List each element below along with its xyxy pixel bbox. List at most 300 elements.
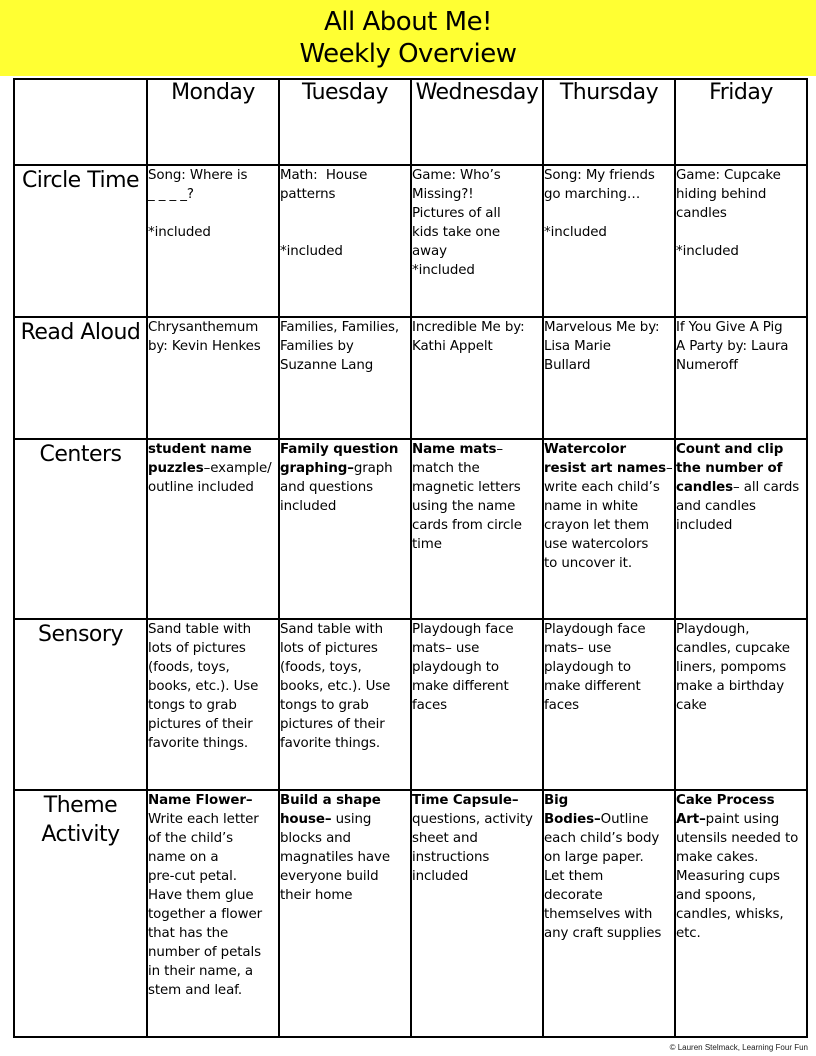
cell-text: themselves with [544,907,653,922]
activity-cell [411,317,543,439]
cell-line [676,696,806,715]
cell-line [544,905,674,924]
blank-line [280,204,410,223]
cell-text: tongs to grab [148,698,237,713]
cell-text: number of petals [148,945,261,960]
cell-text: favorite things. [148,736,249,751]
activity-cell [147,439,279,619]
cell-line [148,459,278,478]
row-label [14,790,147,1037]
activity-cell [411,439,543,619]
table-row [14,439,807,619]
weekly-plan-table [13,78,808,1038]
cell-text: make cakes. [676,850,759,865]
cell-line [148,867,278,886]
cell-line [412,242,542,261]
cell-line [280,337,410,356]
cell-line [148,440,278,459]
title-banner [0,0,816,76]
cell-line [676,620,806,639]
cell-text: Playdough, [676,622,750,637]
activity-cell [147,790,279,1037]
cell-text: everyone build [280,869,379,884]
cell-text: cards from circle [412,518,522,533]
cell-line [544,497,674,516]
cell-text: patterns [280,187,336,202]
cell-line [280,440,410,459]
cell-text: instructions [412,850,490,865]
cell-text: Playdough face [412,622,514,637]
cell-line [280,459,410,478]
cell-line [280,696,410,715]
cell-text: Marvelous Me by: [544,320,660,335]
cell-line [412,696,542,715]
cell-line [412,516,542,535]
cell-text: Let them [544,869,604,884]
cell-line [544,223,674,242]
bold-activity-title: Art– [676,812,706,827]
cell-line [412,166,542,185]
cell-line [280,620,410,639]
cell-text: mats– use [544,641,612,656]
cell-text: If You Give A Pig [676,320,783,335]
cell-text: graph [353,461,393,476]
cell-text: to uncover it. [544,556,632,571]
cell-text: included [280,499,337,514]
cell-text: Families, Families, [280,320,400,335]
cell-text: pictures of their [148,717,253,732]
cell-line [544,318,674,337]
day-header-tuesday: Tuesday [279,79,411,165]
cell-line [148,924,278,943]
cell-text: and spoons, [676,888,756,903]
cell-line [148,715,278,734]
cell-line [148,620,278,639]
cell-text: books, etc.). Use [280,679,391,694]
activity-cell [675,439,807,619]
cell-line [544,185,674,204]
cell-line [676,440,806,459]
cell-line [148,223,278,242]
cell-line [412,829,542,848]
cell-text: crayon let them [544,518,649,533]
bold-activity-title: house– [280,812,332,827]
cell-text: candles [676,206,727,221]
cell-line [676,867,806,886]
cell-text: make a birthday [676,679,785,694]
cell-text: Sand table with [148,622,252,637]
cell-line [280,318,410,337]
cell-text: of the child’s [148,831,234,846]
cell-line [544,516,674,535]
cell-text: etc. [676,926,701,941]
cell-line [280,658,410,677]
bold-activity-title: student name [148,442,252,457]
cell-text: use watercolors [544,537,649,552]
corner-cell [14,79,147,165]
cell-line [676,166,806,185]
cell-text: – [665,461,673,476]
cell-line [544,620,674,639]
cell-text: Game: Who’s [412,168,501,183]
cell-line [280,677,410,696]
cell-text: Numeroff [676,358,738,373]
cell-line [544,791,674,810]
cell-line [544,867,674,886]
cell-line [544,459,674,478]
cell-line [544,440,674,459]
cell-line [544,829,674,848]
cell-text: Bullard [544,358,591,373]
cell-text: Game: Cupcake [676,168,781,183]
cell-text: any craft supplies [544,926,662,941]
cell-text: and questions [280,480,373,495]
cell-line [148,905,278,924]
activity-cell [543,317,675,439]
cell-line [676,905,806,924]
activity-cell [411,790,543,1037]
cell-text: that has the [148,926,229,941]
cell-text: their home [280,888,353,903]
header-row [14,79,807,165]
cell-text: cake [676,698,707,713]
row-label [14,619,147,790]
cell-text: decorate [544,888,603,903]
cell-line [280,356,410,375]
day-header-wednesday: Wednesday [411,79,543,165]
cell-text: write each child’s [544,480,660,495]
cell-text: *included [676,244,739,259]
activity-cell [543,165,675,317]
cell-line [148,677,278,696]
cell-text: Playdough face [544,622,646,637]
cell-text: playdough to [412,660,500,675]
bold-activity-title: Name mats [412,442,497,457]
activity-cell [411,619,543,790]
cell-line [544,554,674,573]
cell-line [148,886,278,905]
cell-line [148,943,278,962]
title-line-1: All About Me! [324,7,492,37]
cell-text: Chrysanthemum [148,320,259,335]
cell-line [148,185,278,204]
bold-activity-title: the number of [676,461,783,476]
cell-line [676,242,806,261]
cell-line [412,867,542,886]
cell-text: *included [544,225,607,240]
cell-text: outline included [148,480,254,495]
cell-line [148,829,278,848]
cell-text: Missing?! [412,187,474,202]
cell-line [412,478,542,497]
activity-cell [543,439,675,619]
row-label-text: Centers [39,442,122,467]
cell-text: name in white [544,499,639,514]
cell-text: Song: Where is [148,168,248,183]
cell-line [412,337,542,356]
cell-text: *included [412,263,475,278]
cell-line [676,810,806,829]
cell-line [544,535,674,554]
bold-activity-title: Count and clip [676,442,784,457]
activity-cell [279,619,411,790]
cell-text: Have them glue [148,888,254,903]
cell-line [412,620,542,639]
cell-text: Kathi Appelt [412,339,493,354]
row-label-text: Theme [43,793,118,818]
bold-activity-title: Watercolor [544,442,626,457]
cell-line [676,886,806,905]
bold-activity-title: Big [544,793,569,808]
copyright-footer: © Lauren Stelmack, Learning Four Fun [669,1043,808,1052]
cell-text: hiding behind [676,187,767,202]
cell-text: – [496,442,504,457]
cell-text: make different [412,679,509,694]
cell-line [412,848,542,867]
cell-text: together a flower [148,907,263,922]
cell-text: faces [544,698,579,713]
cell-line [412,497,542,516]
row-label [14,317,147,439]
cell-line [412,318,542,337]
cell-text: time [412,537,442,552]
activity-cell [543,790,675,1037]
cell-line [544,639,674,658]
cell-line [280,829,410,848]
cell-line [676,639,806,658]
cell-text: utensils needed to [676,831,799,846]
cell-line [280,639,410,658]
cell-line [544,924,674,943]
cell-text: Lisa Marie [544,339,611,354]
bold-activity-title: Cake Process [676,793,775,808]
activity-cell [675,165,807,317]
cell-text: kids take one [412,225,501,240]
cell-line [676,318,806,337]
cell-line [148,791,278,810]
cell-line [676,516,806,535]
cell-text: Sand table with [280,622,384,637]
bold-activity-title: graphing– [280,461,354,476]
cell-text: Suzanne Lang [280,358,374,373]
bold-activity-title: Time Capsule– [412,793,519,808]
cell-text: mats– use [412,641,480,656]
cell-line [280,791,410,810]
cell-text: sheet and [412,831,478,846]
cell-text: magnatiles have [280,850,390,865]
cell-text: magnetic letters [412,480,521,495]
cell-text: lots of pictures [148,641,246,656]
cell-line [280,867,410,886]
cell-text: A Party by: Laura [676,339,789,354]
cell-line [148,318,278,337]
cell-line [148,734,278,753]
cell-text: candles, cupcake [676,641,790,656]
cell-line [412,261,542,280]
bold-activity-title: Bodies– [544,812,601,827]
cell-text: (foods, toys, [148,660,230,675]
cell-line [148,981,278,1000]
cell-line [676,459,806,478]
row-label [14,165,147,317]
cell-text: – all cards [733,480,800,495]
bold-activity-title: Name Flower– [148,793,253,808]
activity-cell [279,790,411,1037]
cell-line [412,440,542,459]
cell-line [544,810,674,829]
activity-cell [543,619,675,790]
cell-line [676,791,806,810]
cell-text: away [412,244,447,259]
blank-line [280,223,410,242]
cell-text: (foods, toys, [280,660,362,675]
cell-line [280,185,410,204]
cell-text: by: Kevin Henkes [148,339,261,354]
cell-line [280,810,410,829]
cell-text: in their name, a [148,964,254,979]
bold-activity-title: candles [676,480,734,495]
cell-text: using the name [412,499,516,514]
cell-line [280,478,410,497]
activity-cell [279,317,411,439]
cell-line [544,886,674,905]
cell-line [676,658,806,677]
cell-text: stem and leaf. [148,983,242,998]
cell-line [280,497,410,516]
cell-line [412,658,542,677]
cell-line [280,715,410,734]
activity-cell [279,165,411,317]
cell-line [544,337,674,356]
cell-text: Families by [280,339,354,354]
cell-line [148,337,278,356]
cell-line [148,166,278,185]
cell-text: questions, activity [412,812,533,827]
cell-text: Write each letter [148,812,259,827]
cell-text: lots of pictures [280,641,378,656]
activity-cell [279,439,411,619]
cell-line [148,478,278,497]
cell-text: make different [544,679,641,694]
cell-text: blocks and [280,831,351,846]
cell-text: go marching… [544,187,641,202]
cell-line [544,696,674,715]
cell-line [676,848,806,867]
cell-line [544,658,674,677]
cell-text: Measuring cups [676,869,780,884]
cell-line [148,962,278,981]
cell-text: on large paper. [544,850,644,865]
cell-line [544,166,674,185]
cell-text: paint using [705,812,780,827]
cell-line [148,658,278,677]
cell-line [412,185,542,204]
cell-text: Outline [600,812,649,827]
activity-cell [147,317,279,439]
activity-cell [411,165,543,317]
cell-text: Pictures of all [412,206,501,221]
cell-text: pre-cut petal. [148,869,237,884]
cell-text: tongs to grab [280,698,369,713]
cell-line [280,848,410,867]
activity-cell [675,317,807,439]
cell-line [676,356,806,375]
cell-text: included [676,518,733,533]
cell-text: match the [412,461,480,476]
cell-line [676,924,806,943]
blank-line [544,204,674,223]
cell-line [148,696,278,715]
blank-line [676,223,806,242]
cell-text: Song: My friends [544,168,655,183]
cell-line [148,639,278,658]
activity-cell [147,619,279,790]
cell-line [676,829,806,848]
day-header-friday: Friday [675,79,807,165]
cell-text: liners, pompoms [676,660,787,675]
cell-text: –example/ [203,461,272,476]
cell-line [676,478,806,497]
cell-line [412,810,542,829]
cell-line [676,337,806,356]
cell-line [148,810,278,829]
cell-text: candles, whisks, [676,907,784,922]
cell-text: favorite things. [280,736,381,751]
blank-line [148,204,278,223]
day-header-thursday: Thursday [543,79,675,165]
cell-text: pictures of their [280,717,385,732]
table-row [14,619,807,790]
cell-line [676,185,806,204]
cell-text: and candles [676,499,756,514]
cell-line [676,677,806,696]
cell-line [544,356,674,375]
cell-line [412,204,542,223]
cell-text: Math: House [280,168,368,183]
row-label-text: Circle Time [21,168,140,193]
cell-text: faces [412,698,447,713]
cell-line [280,166,410,185]
cell-line [676,497,806,516]
cell-line [544,848,674,867]
cell-line [412,223,542,242]
activity-cell [675,790,807,1037]
activity-cell [675,619,807,790]
cell-text: included [412,869,469,884]
cell-line [544,478,674,497]
cell-line [412,535,542,554]
table-row [14,165,807,317]
activity-cell [147,165,279,317]
cell-text: *included [280,244,343,259]
cell-line [412,639,542,658]
bold-activity-title: resist art names [544,461,666,476]
row-label-text: Read Aloud [20,320,141,345]
bold-activity-title: Build a shape [280,793,381,808]
cell-line [280,242,410,261]
cell-text: playdough to [544,660,632,675]
cell-line [544,677,674,696]
day-header-monday: Monday [147,79,279,165]
cell-text: name on a [148,850,219,865]
row-label-text: Sensory [38,622,123,647]
cell-line [676,204,806,223]
cell-line [280,734,410,753]
cell-text: _ _ _ _? [148,187,194,202]
cell-line [148,848,278,867]
bold-activity-title: puzzles [148,461,204,476]
cell-line [280,886,410,905]
